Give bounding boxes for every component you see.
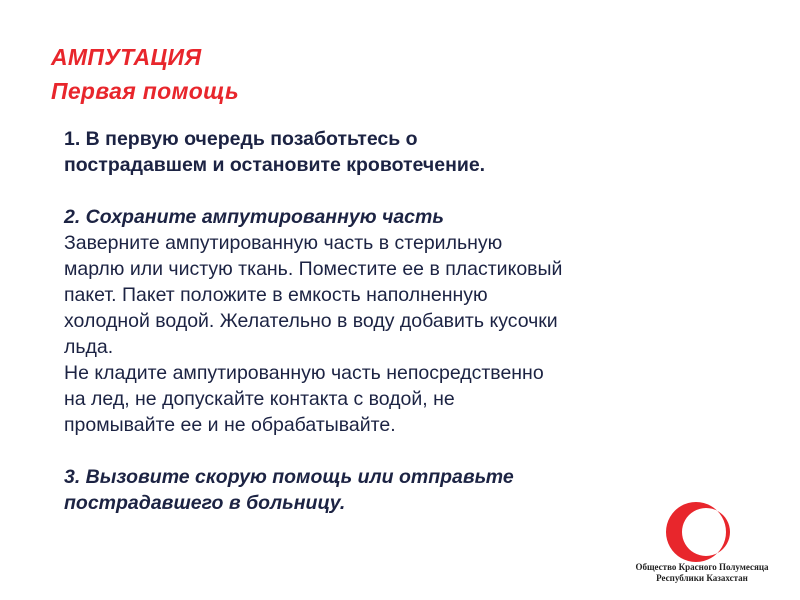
spacer (64, 438, 764, 464)
step-1 (64, 126, 764, 178)
organization-logo (612, 500, 792, 592)
step-2-line: на лед, не допускайте контакта с водой, не (64, 388, 455, 410)
spacer (64, 178, 764, 204)
red-crescent-icon (662, 500, 742, 564)
step-2-line: промывайте ее и не обрабатывайте. (64, 414, 396, 436)
step-2-heading: 2. Сохраните ампутированную часть (64, 206, 444, 228)
step-2-line: холодной водой. Желательно в воду добавить кусочки (64, 310, 558, 332)
title-main: АМПУТАЦИЯ (51, 44, 202, 70)
step-3-line: 3. Вызовите скорую помощь или отправьте (64, 466, 514, 488)
title-subtitle: Первая помощь (51, 78, 239, 104)
step-1-line: 1. В первую очередь позаботьтесь о (64, 128, 418, 150)
step-2-line: Заверните ампутированную часть в стерильную (64, 232, 503, 254)
slide-content (64, 126, 764, 516)
step-2 (64, 204, 764, 438)
logo-caption-line: Республики Казахстан (656, 573, 748, 583)
step-3-line: пострадавшего в больницу. (64, 492, 346, 514)
logo-caption-line: Общество Красного Полумесяца (635, 562, 769, 572)
logo-caption (612, 562, 792, 584)
slide-title (51, 40, 239, 108)
step-2-line: льда. (64, 336, 114, 358)
step-2-line: марлю или чистую ткань. Поместите ее в пластиковый (64, 258, 563, 280)
step-1-line: пострадавшем и остановите кровотечение. (64, 154, 486, 176)
step-2-line: Не кладите ампутированную часть непосредственно (64, 362, 544, 384)
step-2-line: пакет. Пакет положите в емкость наполненную (64, 284, 488, 306)
